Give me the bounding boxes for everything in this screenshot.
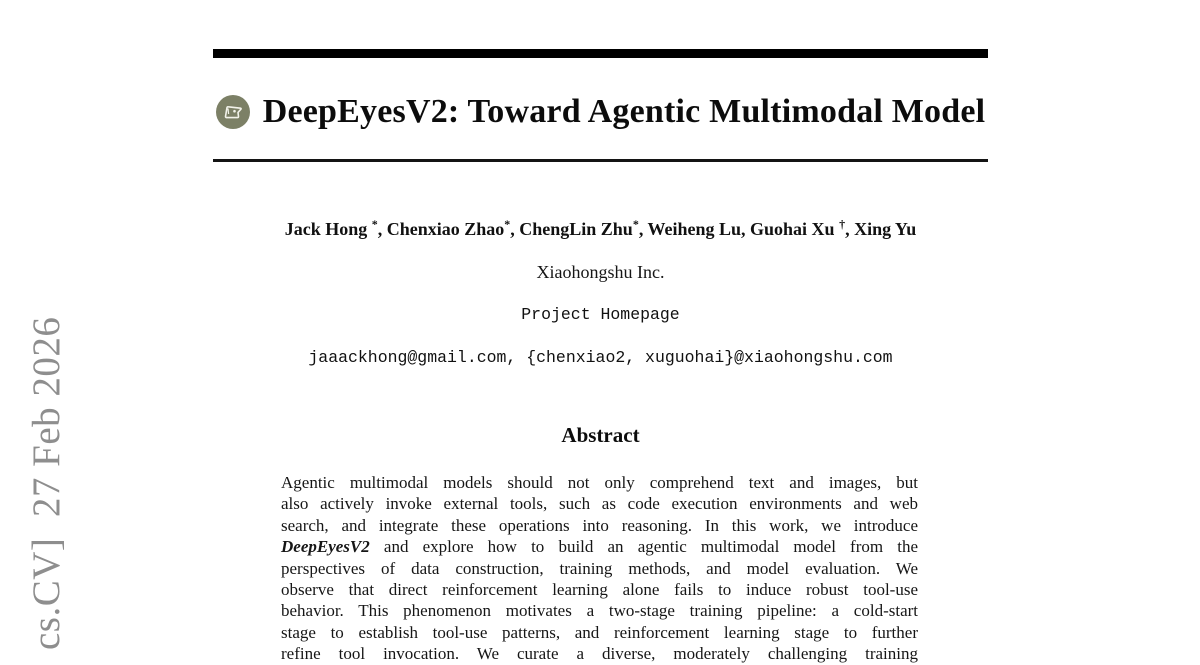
- abstract-line: observe that direct reinforcement learning alone fails to induce robust tool-use: [281, 579, 918, 599]
- title-rule-bottom: [213, 159, 988, 162]
- author-name: ChengLin Zhu: [519, 219, 633, 239]
- abstract-line: perspectives of data construction, training methods, and model evaluation. We: [281, 558, 918, 578]
- abstract-line: Agentic multimodal models should not only comprehend text and images, but: [281, 473, 918, 492]
- author-emails: jaaackhong@gmail.com, {chenxiao2, xuguohai}@xiaohongshu.com: [308, 348, 893, 367]
- abstract-body: [281, 472, 918, 665]
- abstract-line-text: and explore how to build an agentic multimodal model from the: [369, 537, 918, 557]
- arxiv-stamp: cs.CV] 27 Feb 2026: [25, 316, 68, 650]
- abstract-line: search, and integrate these operations into reasoning. In this work, we introduce: [281, 515, 918, 535]
- paper-title: DeepEyesV2: Toward Agentic Multimodal Model: [262, 93, 986, 130]
- author-separator: ,: [377, 219, 387, 239]
- model-name-emphasis: DeepEyesV2: [281, 537, 370, 557]
- affiliation: Xiaohongshu Inc.: [536, 262, 665, 282]
- abstract-line: behavior. This phenomenon motivates a two-stage training pipeline: a cold-start: [281, 601, 918, 621]
- authors-line: [213, 219, 988, 240]
- author-separator: ,: [845, 219, 855, 239]
- abstract-line: also actively invoke external tools, such as code execution environments and web: [281, 494, 918, 514]
- author-name: Jack Hong: [284, 219, 372, 239]
- author-name: Weiheng Lu: [647, 219, 742, 239]
- title-row: [213, 88, 988, 136]
- author-footnote-marker: *: [371, 217, 378, 231]
- project-homepage-link[interactable]: Project Homepage: [521, 305, 680, 324]
- author-footnote-marker: *: [632, 217, 639, 231]
- title-rule-top: [213, 49, 988, 58]
- abstract-heading: Abstract: [561, 423, 640, 447]
- abstract-line: refine tool invocation. We curate a diverse, moderately challenging training: [281, 644, 918, 664]
- abstract-line: stage to establish tool-use patterns, and reinforcement learning stage to further: [281, 622, 918, 642]
- author-separator: ,: [741, 219, 751, 239]
- author-name: Chenxiao Zhao: [386, 219, 505, 239]
- content-column: [213, 0, 988, 664]
- abstract-line: [281, 536, 918, 557]
- author-name: Guohai Xu: [750, 219, 840, 239]
- author-footnote-marker: *: [504, 217, 511, 231]
- deepeyes-logo-icon: [216, 95, 250, 129]
- author-name: Xing Yu: [854, 219, 917, 239]
- author-separator: ,: [510, 219, 520, 239]
- author-separator: ,: [638, 219, 648, 239]
- author-footnote-marker: †: [839, 217, 846, 231]
